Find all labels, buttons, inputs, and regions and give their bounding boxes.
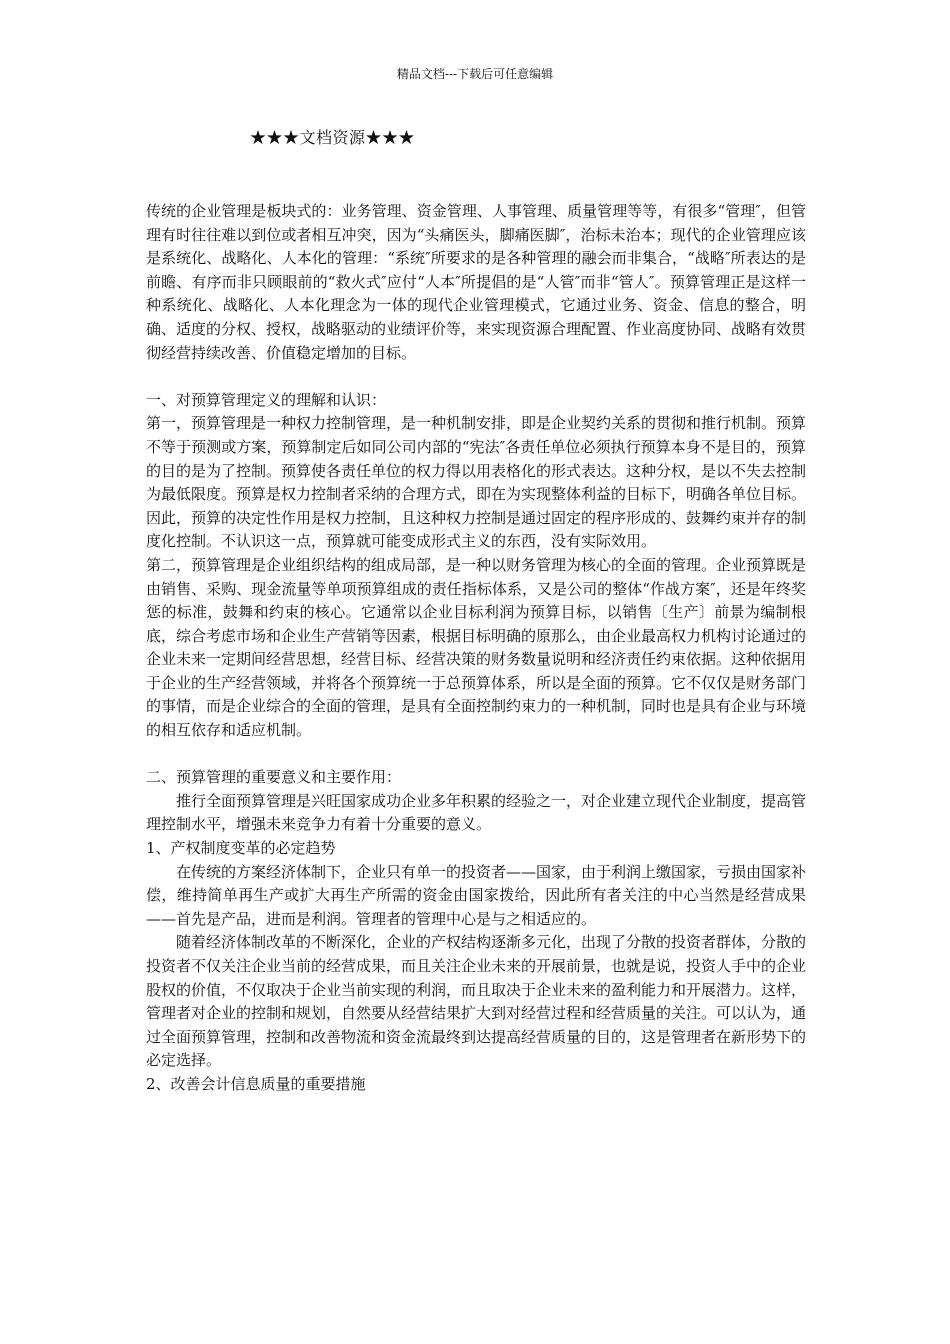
paragraph: 推行全面预算管理是兴旺国家成功企业多年积累的经验之一，对企业建立现代企业制度，提高管理控制水平，增强未来竞争力有着十分重要的意义。 <box>146 791 807 834</box>
page-header: 精品文档---下载后可任意编辑 <box>396 67 554 81</box>
section-heading: 一、对预算管理定义的理解和认识： <box>146 390 387 409</box>
document-body <box>146 200 806 1097</box>
section-heading: 二、预算管理的重要意义和主要作用： <box>146 768 402 787</box>
paragraph: 在传统的方案经济体制下，企业只有单一的投资者——国家，由于利润上缴国家，亏损由国家补偿，维持简单再生产或扩大再生产所需的资金由国家拨给，因此所有者关注的中心当然是经营成果——首先是产品，进而是利润。管理者的管理中心是与之相适应的。 <box>146 862 807 928</box>
subsection-heading: 1、产权制度变革的必定趋势 <box>146 839 336 858</box>
paragraph: 第二，预算管理是企业组织结构的组成局部，是一种以财务管理为核心的全面的管理。企业预算既是由销售、采购、现金流量等单项预算组成的责任指标体系，又是公司的整体“作战方案″，还是年终奖惩的标准，鼓舞和约束的核心。它通常以企业目标利润为预算目标，以销售〔生产〕前景为编制根底，综合考虑市场和企业生产营销等因素，根据目标明确的原那么，由企业最高权力机构讨论通过的企业未来一定期间经营思想，经营目标、经营决策的财务数量说明和经济责任约束依据。这种依据用于企业的生产经营领域，并将各个预算统一于总预算体系，所以是全面的预算。它不仅仅是财务部门的事情，而是企业综合的全面的管理，是具有全面控制约束力的一种机制，同时也是具有企业与环境的相互依存和适应机制。 <box>146 555 807 740</box>
paragraph-gap <box>146 365 806 389</box>
document-banner: ★★★文档资源★★★ <box>250 128 416 147</box>
subsection-heading: 2、改善会计信息质量的重要措施 <box>146 1074 366 1093</box>
paragraph: 第一，预算管理是一种权力控制管理，是一种机制安排，即是企业契约关系的贯彻和推行机制。预算不等于预测或方案，预算制定后如同公司内部的“宪法″各责任单位必须执行预算本身不是目的，预算的目的是为了控制。预算使各责任单位的权力得以用表格化的形式表达。这种分权，是以不失去控制为最低限度。预算是权力控制者采纳的合理方式，即在为实现整体利益的目标下，明确各单位目标。因此，预算的决定性作用是权力控制，且这种权力控制是通过固定的程序形成的、鼓舞约束并存的制度化控制。不认识这一点，预算就可能变成形式主义的东西，没有实际效用。 <box>146 414 807 551</box>
intro-paragraph: 传统的企业管理是板块式的：业务管理、资金管理、人事管理、质量管理等等，有很多“管理″，但管理有时往往难以到位或者相互冲突，因为“头痛医头，脚痛医脚″，治标未治本；现代的企业管理应该是系统化、战略化、人本化的管理：“系统″所要求的是各种管理的融会而非集合，“战略″所表达的是前瞻、有序而非只顾眼前的“救火式″应付“人本″所提倡的是“人管″而非“管人″。预算管理正是这样一种系统化、战略化、人本化理念为一体的现代企业管理模式，它通过业务、资金、信息的整合，明确、适度的分权、授权，战略驱动的业绩评价等，来实现资源合理配置、作业高度协同、战略有效贯彻经营持续改善、价值稳定增加的目标。 <box>146 202 807 362</box>
paragraph: 随着经济体制改革的不断深化，企业的产权结构逐渐多元化，出现了分散的投资者群体，分散的投资者不仅关注企业当前的经营成果，而且关注企业未来的开展前景，也就是说，投资人手中的企业股权的价值，不仅取决于企业当前实现的利润，而且取决于企业未来的盈利能力和开展潜力。这样，管理者对企业的控制和规划，自然要从经营结果扩大到对经营过程和经营质量的关注。可以认为，通过全面预算管理，控制和改善物流和资金流最终到达提高经营质量的目的，这是管理者在新形势下的必定选择。 <box>146 933 807 1070</box>
paragraph-gap <box>146 743 806 767</box>
